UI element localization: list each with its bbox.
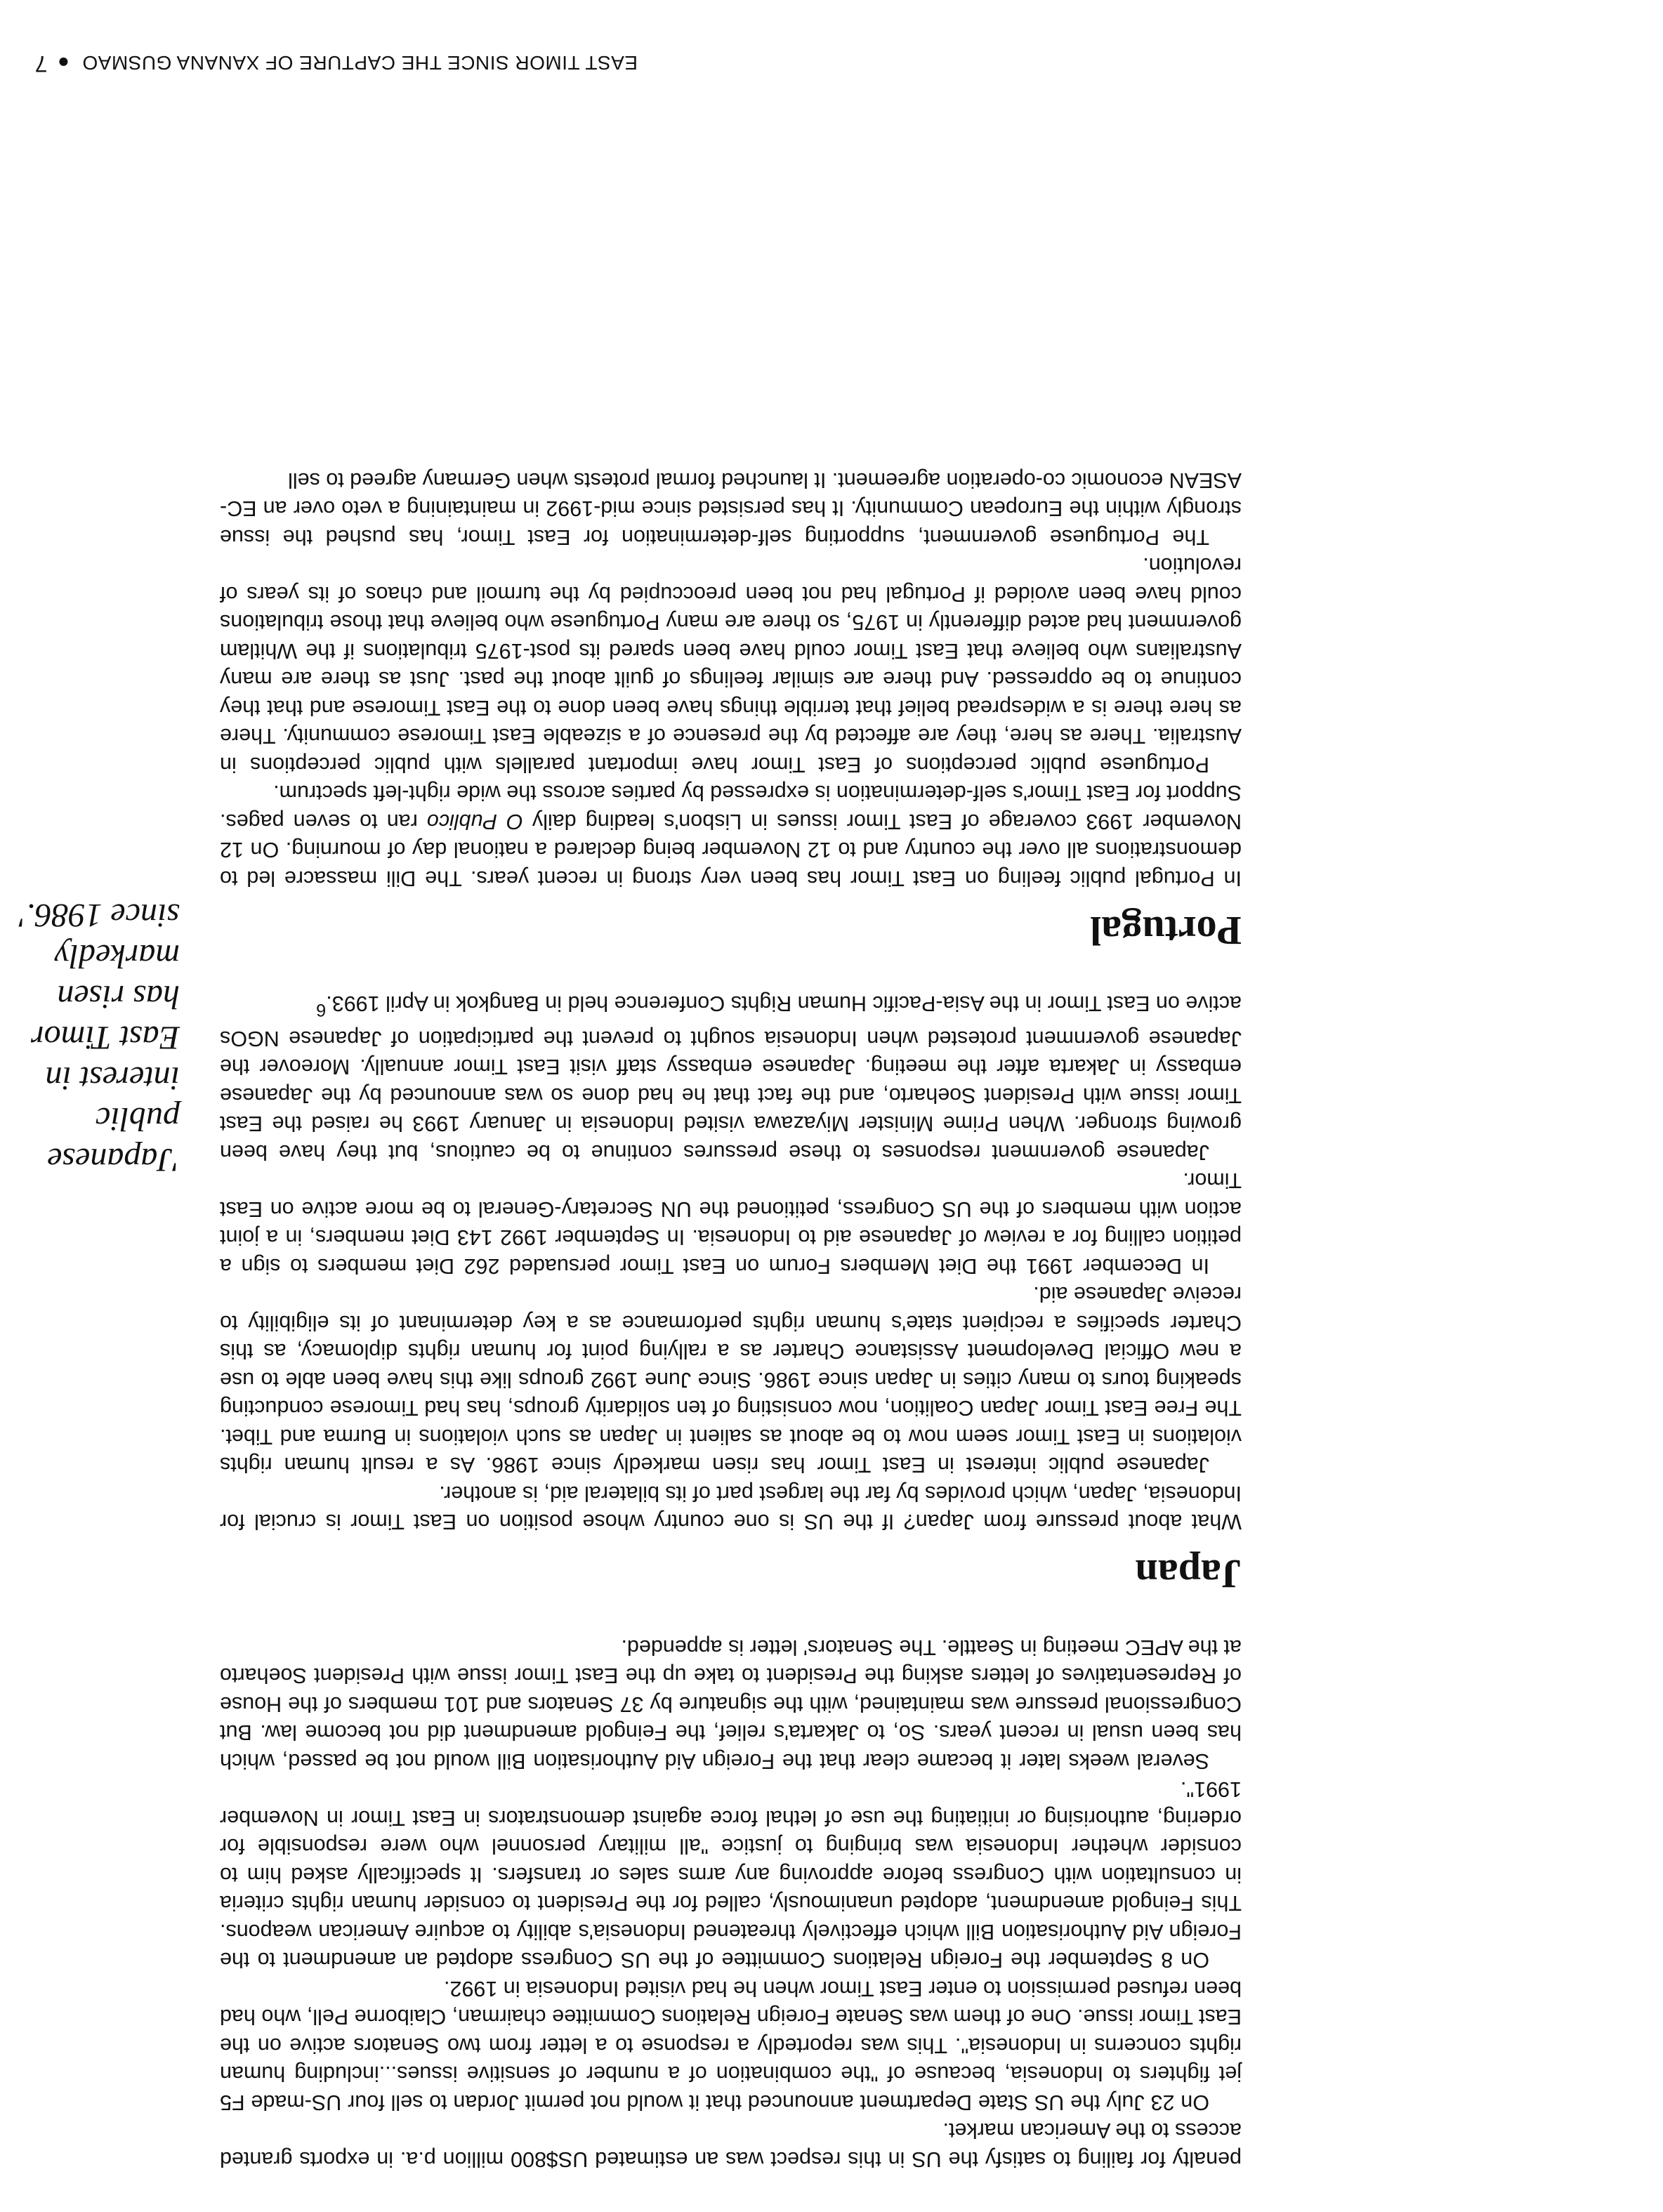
- portugal-p1-text-b: ran to seven pages. Support for East Timor's self-determination is expressed by parties across the wide right-left spectrum.: [220, 781, 1242, 834]
- paragraph-congressional-pressure: Several weeks later it became clear that the Foreign Aid Authorisation Bill would not be passed, which has been usual in recent years. So, to Jakarta's relief, the Feingold amendment did not become law. But Congressional pressure was maintained, with the signature by 37 Senators and 101 members of the House of Representatives of letters asking the President to take up the East Timor issue with President Soeharto at the APEC meeting in Seattle. The Senators' letter is appended.: [220, 1635, 1242, 1773]
- portugal-p1-text-a: In Portugal public feeling on East Timor has been very strong in recent years. The Dili massacre led to demonstrations all over the country and to 12 November being declared a national day of mourning. On 12 November 1993 coverage of East Timor issues in Lisbon's leading daily: [220, 809, 1242, 890]
- section-heading-japan: Japan: [1135, 1551, 1242, 1598]
- page-number: 7: [34, 51, 48, 77]
- newspaper-title: O Publico: [426, 809, 523, 834]
- paragraph-feingold-amendment: On 8 September the Foreign Relations Committee of the US Congress adopted an amendment to the Foreign Aid Authorisation Bill which effectively threatened Indonesia's ability to acquire American weapons. This Feingold amendment, adopted unanimously, called for the President to consider human rights criteria in consultation with Congress before approving any arms sales or transfers. It specifically asked him to consider whether Indonesia was bringing to justice "all military personnel who were responsible for ordering, authorising or initiating the use of lethal force against demonstrators in East Timor in November 1991".: [220, 1777, 1242, 1973]
- paragraph-us-penalty: penalty for failing to satisfy the US in this respect was an estimated US$800 million p.a. in exports granted access to the American market.: [220, 2119, 1242, 2171]
- paragraph-japan-government-text: Japanese government responses to these pressures continue to be cautious, but they have been growing stronger. When Prime Minister Miyazawa visited Indonesia in January 1993 he raised the East Timor issue with President Soeharto, and the fact that he had done so was announced by the Japanese embassy in Jakarta after the meeting. Japanese embassy staff visit East Timor annually. Moreover the Japanese government protested when Indonesia sought to prevent the participation of Japanese NGOs active on East Timor in the Asia-Pacific Human Rights Conference held in Bangkok in April 1993.: [220, 992, 1242, 1164]
- running-footer: [34, 51, 638, 77]
- main-text-column: [220, 466, 1242, 2173]
- running-head-text: EAST TIMOR SINCE THE CAPTURE OF XANANA GUSMAO: [81, 52, 638, 74]
- footnote-marker: 6: [316, 1000, 327, 1020]
- paragraph-jordan-f5: On 23 July the US State Department announced that it would not permit Jordan to sell four US-made F5 jet fighters to Indonesia, because of "the combination of a number of sensitive issues...including human rights concerns in Indonesia". This was reportedly a response to a letter from two Senators active on the East Timor issue. One of them was Senate Foreign Relations Committee chairman, Claiborne Pell, who had been refused permission to enter East Timor when he had visited Indonesia in 1992.: [220, 1977, 1242, 2114]
- paragraph-japan-government: [220, 989, 1242, 1166]
- paragraph-diet-members: In December 1991 the Diet Members Forum on East Timor persuaded 262 Diet members to sign a petition calling for a review of Japanese aid to Indonesia. In September 1992 143 Diet members, in a joint action with members of the US Congress, petitioned the UN Secretary-General to be more active on East Timor.: [220, 1168, 1242, 1278]
- paragraph-portugal-public-feeling: [220, 779, 1242, 893]
- paragraph-japan-public-interest: Japanese public interest in East Timor has risen markedly since 1986. As a result human rights violations in East Timor seem now to be about as salient in Japan as such violations in Burma and Tibet. The Free East Timor Japan Coalition, now consisting of ten solidarity groups, has had Timorese conducting speaking tours to many cities in Japan since 1986. Since June 1992 groups like this have been able to use a new Official Development Assistance Charter as a rallying point for human rights diplomacy, as this Charter specifies a recipient state's human rights performance as a key determinant of its eligibility to receive Japanese aid.: [220, 1282, 1242, 1477]
- paragraph-japan-pressure: What about pressure from Japan? If the US is one country whose position on East Timor is crucial for Indonesia, Japan, which provides by far the largest part of its bilateral aid, is another.: [220, 1482, 1242, 1534]
- bullet-icon: ●: [57, 52, 70, 74]
- section-heading-portugal: Portugal: [1090, 907, 1242, 954]
- paragraph-portuguese-government: The Portuguese government, supporting self-determination for East Timor, has pushed the issue strongly within the European Community. It has persisted since mid-1992 in maintaining a veto over an EC-ASEAN economic co-operation agreement. It launched formal protests when Germany agreed to sell: [220, 468, 1242, 549]
- pull-quote: 'Japanese public interest in East Timor has risen markedly since 1986.': [19, 897, 180, 1178]
- paragraph-portuguese-perceptions: Portuguese public perceptions of East Timor have important parallels with public perceptions in Australia. There as here, they are affected by the presence of a sizeable East Timorese community. There as here there is a widespread belief that terrible things have been done to the East Timorese and that they continue to be oppressed. And there are similar feelings of guilt about the past. Just as there are many Australians who believe that East Timor could have been spared its post-1975 tribulations if the Whitlam government had acted differently in 1975, so there are many Portuguese who believe that those tribulations could have been avoided if Portugal had not been preoccupied by the turmoil and chaos of its years of revolution.: [220, 553, 1242, 777]
